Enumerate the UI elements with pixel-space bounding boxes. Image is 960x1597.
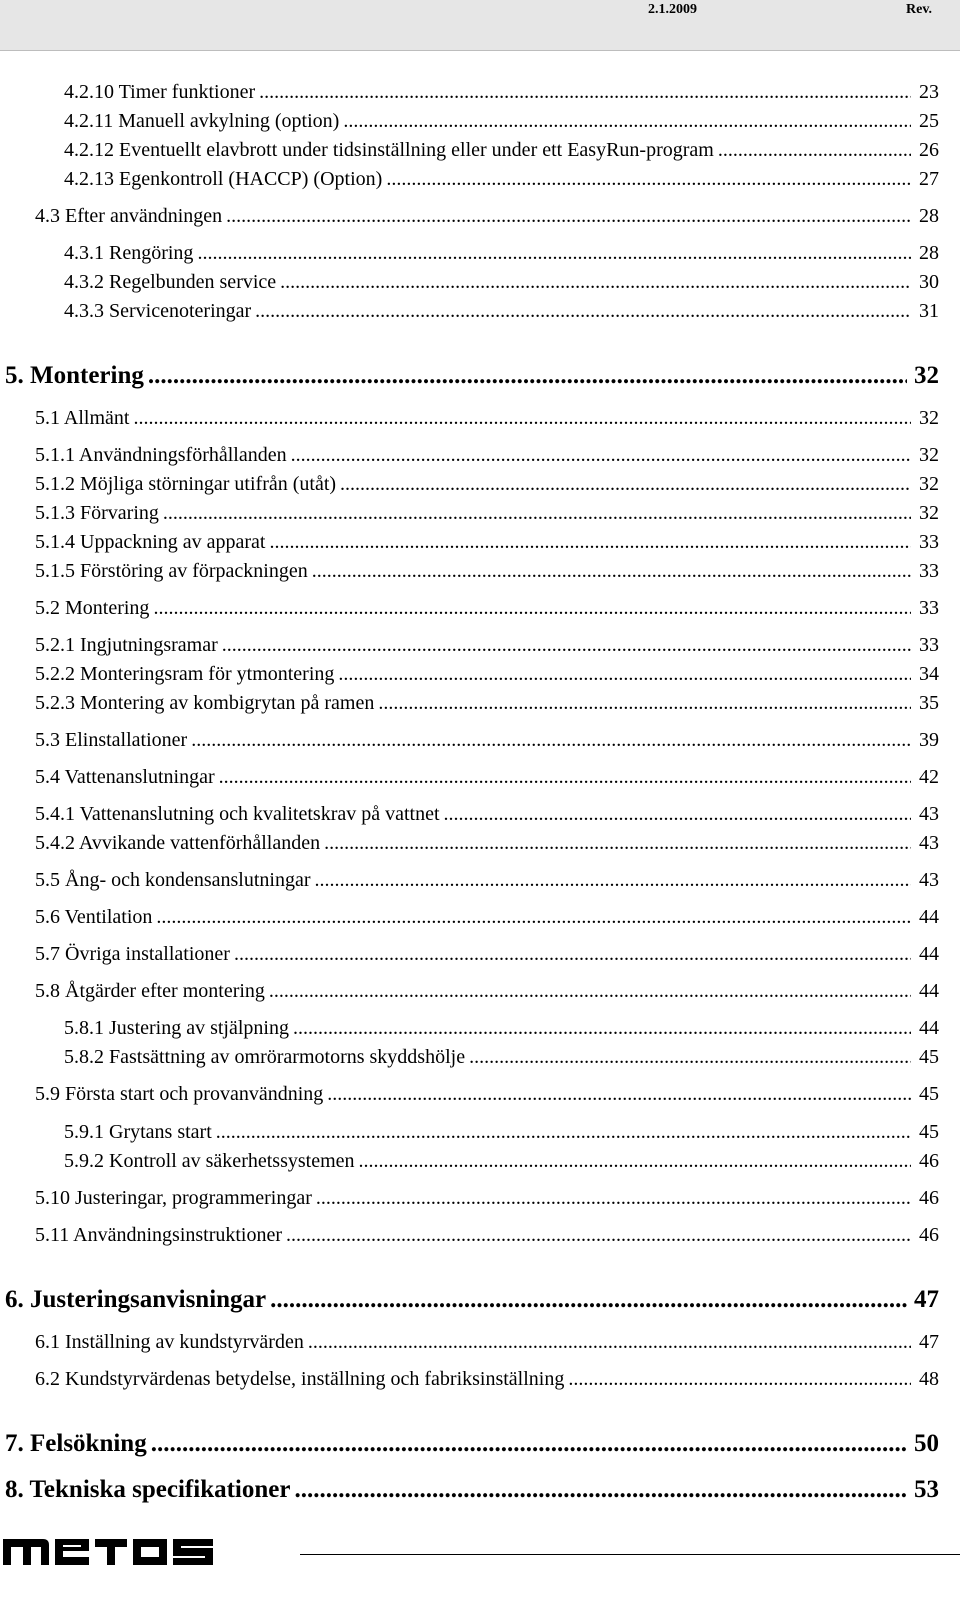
toc-entry-label: 5.4 Vattenanslutningar [35, 766, 215, 788]
toc-entry-label: 5.3 Elinstallationer [35, 729, 188, 751]
toc-entry-page: 44 [919, 943, 939, 965]
dot-leader [378, 691, 911, 715]
toc-entry[interactable] [35, 204, 939, 228]
toc-entry[interactable] [64, 1016, 939, 1040]
logo-text: metos [3, 1566, 6, 1567]
toc-entry-page: 32 [919, 473, 939, 495]
toc-entry-page: 43 [919, 869, 939, 891]
dot-leader [718, 138, 911, 162]
toc-entry[interactable] [64, 167, 939, 191]
toc-entry-label: 5.9.2 Kontroll av säkerhetssystemen [64, 1150, 355, 1172]
toc-entry-page: 33 [919, 597, 939, 619]
dot-leader [291, 443, 911, 467]
dot-leader [312, 559, 911, 583]
toc-chapter[interactable] [5, 361, 939, 391]
toc-entry-page: 33 [919, 634, 939, 656]
toc-entry[interactable] [64, 270, 939, 294]
toc-entry-page: 44 [919, 906, 939, 928]
dot-leader [315, 868, 911, 892]
dot-leader [316, 1186, 911, 1210]
toc-entry[interactable] [35, 1367, 939, 1391]
footer-rule [300, 1554, 960, 1555]
toc-entry[interactable] [35, 530, 939, 554]
toc-entry-label: 5.1 Allmänt [35, 407, 130, 429]
dot-leader [222, 633, 911, 657]
toc-entry-label: 5.1.2 Möjliga störningar utifrån (utåt) [35, 473, 337, 495]
dot-leader [338, 662, 911, 686]
toc-entry-page: 30 [919, 271, 939, 293]
dot-leader [270, 1285, 907, 1315]
toc-entry-label: 5.8.2 Fastsättning av omrörarmotorns skyddshölje [64, 1046, 466, 1068]
toc-entry[interactable] [35, 559, 939, 583]
dot-leader [324, 831, 911, 855]
dot-leader [153, 596, 911, 620]
toc-entry-label: 5.11 Användningsinstruktioner [35, 1224, 283, 1246]
dot-leader [269, 979, 911, 1003]
toc-entry[interactable] [64, 241, 939, 265]
toc-entry-label: 5.2.3 Montering av kombigrytan på ramen [35, 692, 375, 714]
toc-entry[interactable] [64, 1045, 939, 1069]
toc-entry-label: 4.2.11 Manuell avkylning (option) [64, 110, 340, 132]
dot-leader [156, 905, 911, 929]
dot-leader [386, 167, 911, 191]
toc-entry-page: 27 [919, 168, 939, 190]
toc-entry-label: 5.1.3 Förvaring [35, 502, 159, 524]
toc-entry[interactable] [35, 501, 939, 525]
toc-entry[interactable] [35, 802, 939, 826]
toc-entry-page: 47 [919, 1331, 939, 1353]
toc-entry[interactable] [35, 1330, 939, 1354]
dot-leader [151, 1429, 907, 1459]
toc-entry-page: 46 [919, 1187, 939, 1209]
toc-entry-label: 5.8 Åtgärder efter montering [35, 980, 265, 1002]
toc-entry[interactable] [64, 299, 939, 323]
dot-leader [444, 802, 911, 826]
toc-entry-label: 5.7 Övriga installationer [35, 943, 230, 965]
dot-leader [568, 1367, 911, 1391]
toc-entry-page: 44 [919, 980, 939, 1002]
toc-entry-page: 33 [919, 560, 939, 582]
toc-entry-label: 5.4.2 Avvikande vattenförhållanden [35, 832, 321, 854]
dot-leader [216, 1120, 911, 1144]
toc-entry-page: 28 [919, 205, 939, 227]
toc-entry-page: 35 [919, 692, 939, 714]
toc-entry-page: 33 [919, 531, 939, 553]
toc-entry[interactable] [64, 80, 939, 104]
dot-leader [197, 241, 911, 265]
toc-entry-label: 6. Justeringsanvisningar [5, 1286, 267, 1313]
dot-leader [293, 1016, 911, 1040]
toc-entry[interactable] [35, 633, 939, 657]
toc-entry[interactable] [64, 109, 939, 133]
toc-entry[interactable] [64, 138, 939, 162]
toc-entry-page: 43 [919, 803, 939, 825]
toc-entry-label: 5.1.4 Uppackning av apparat [35, 531, 266, 553]
toc-entry-label: 5.10 Justeringar, programmeringar [35, 1187, 312, 1209]
dot-leader [259, 80, 911, 104]
toc-entry-label: 4.3.3 Servicenoteringar [64, 300, 252, 322]
toc-entry-label: 5.8.1 Justering av stjälpning [64, 1017, 289, 1039]
dot-leader [343, 109, 911, 133]
dot-leader [133, 406, 911, 430]
toc-entry-label: 8. Tekniska specifikationer [5, 1476, 291, 1503]
toc-entry[interactable] [35, 868, 939, 892]
toc-entry-page: 47 [914, 1286, 939, 1313]
toc-entry[interactable] [35, 979, 939, 1003]
toc-entry-page: 23 [919, 81, 939, 103]
toc-entry-page: 32 [914, 362, 939, 389]
toc-entry-page: 46 [919, 1150, 939, 1172]
toc-entry-label: 5.2 Montering [35, 597, 150, 619]
toc-entry[interactable] [35, 472, 939, 496]
toc-entry-page: 45 [919, 1083, 939, 1105]
toc-entry-page: 42 [919, 766, 939, 788]
toc-entry-page: 50 [914, 1430, 939, 1457]
toc-entry-page: 26 [919, 139, 939, 161]
toc-entry-page: 31 [919, 300, 939, 322]
header-date: 2.1.2009 [648, 2, 697, 17]
dot-leader [269, 530, 911, 554]
toc-entry[interactable] [35, 1223, 939, 1247]
dot-leader [286, 1223, 911, 1247]
toc-entry-page: 46 [919, 1224, 939, 1246]
toc-entry-label: 6.2 Kundstyrvärdenas betydelse, inställning och fabriksinställning [35, 1368, 565, 1390]
dot-leader [234, 942, 911, 966]
toc-chapter[interactable] [5, 1285, 939, 1315]
toc-entry-page: 32 [919, 444, 939, 466]
toc-entry-label: 5.9 Första start och provanvändning [35, 1083, 324, 1105]
toc-chapter[interactable] [5, 1429, 939, 1459]
toc-entry[interactable] [35, 905, 939, 929]
toc-entry-page: 48 [919, 1368, 939, 1390]
dot-leader [469, 1045, 911, 1069]
toc-entry[interactable] [64, 1120, 939, 1144]
toc-entry-label: 5.2.2 Monteringsram för ytmontering [35, 663, 335, 685]
toc-entry-label: 4.2.13 Egenkontroll (HACCP) (Option) [64, 168, 383, 190]
header-revision: Rev. [906, 2, 933, 17]
toc-entry-label: 5.5 Ång- och kondensanslutningar [35, 869, 311, 891]
toc-entry[interactable] [35, 443, 939, 467]
toc-entry-page: 28 [919, 242, 939, 264]
dot-leader [148, 361, 907, 391]
toc-entry[interactable] [35, 596, 939, 620]
toc-entry[interactable] [35, 691, 939, 715]
toc-entry[interactable] [35, 1186, 939, 1210]
toc-entry[interactable] [35, 406, 939, 430]
toc-entry-label: 4.3 Efter användningen [35, 205, 223, 227]
toc-entry-page: 44 [919, 1017, 939, 1039]
toc-entry-page: 43 [919, 832, 939, 854]
dot-leader [226, 204, 911, 228]
dot-leader [163, 501, 911, 525]
dot-leader [255, 299, 911, 323]
toc-entry[interactable] [35, 942, 939, 966]
toc-entry-label: 5.2.1 Ingjutningsramar [35, 634, 218, 656]
dot-leader [280, 270, 911, 294]
toc-entry-label: 5. Montering [5, 362, 144, 389]
toc-entry-label: 5.9.1 Grytans start [64, 1121, 212, 1143]
toc-entry-label: 4.3.2 Regelbunden service [64, 271, 277, 293]
page-header [0, 0, 960, 51]
toc-entry[interactable] [35, 831, 939, 855]
toc-entry[interactable] [35, 728, 939, 752]
toc-entry[interactable] [35, 1082, 939, 1106]
metos-logo [3, 1537, 215, 1567]
toc-entry-label: 7. Felsökning [5, 1430, 147, 1457]
toc-entry[interactable] [35, 765, 939, 789]
toc-entry-label: 5.1.1 Användningsförhållanden [35, 444, 287, 466]
toc-entry[interactable] [64, 1149, 939, 1173]
dot-leader [340, 472, 911, 496]
toc-chapter[interactable] [5, 1475, 939, 1505]
toc-entry-page: 45 [919, 1121, 939, 1143]
dot-leader [191, 728, 911, 752]
dot-leader [219, 765, 911, 789]
dot-leader [308, 1330, 911, 1354]
toc-entry-page: 32 [919, 407, 939, 429]
toc-entry-label: 4.3.1 Rengöring [64, 242, 194, 264]
toc-entry-label: 4.2.12 Eventuellt elavbrott under tidsinställning eller under ett EasyRun-program [64, 139, 714, 161]
toc-entry[interactable] [35, 662, 939, 686]
toc-entry-page: 45 [919, 1046, 939, 1068]
dot-leader [327, 1082, 911, 1106]
toc-entry-page: 53 [914, 1476, 939, 1503]
toc-entry-label: 5.6 Ventilation [35, 906, 153, 928]
toc-entry-page: 25 [919, 110, 939, 132]
toc-entry-label: 5.1.5 Förstöring av förpackningen [35, 560, 308, 582]
dot-leader [294, 1475, 907, 1505]
toc-entry-page: 34 [919, 663, 939, 685]
toc-entry-label: 4.2.10 Timer funktioner [64, 81, 256, 103]
toc-entry-label: 5.4.1 Vattenanslutning och kvalitetskrav på vattnet [35, 803, 440, 825]
dot-leader [359, 1149, 912, 1173]
toc-entry-page: 32 [919, 502, 939, 524]
toc-entry-label: 6.1 Inställning av kundstyrvärden [35, 1331, 304, 1353]
toc-entry-page: 39 [919, 729, 939, 751]
